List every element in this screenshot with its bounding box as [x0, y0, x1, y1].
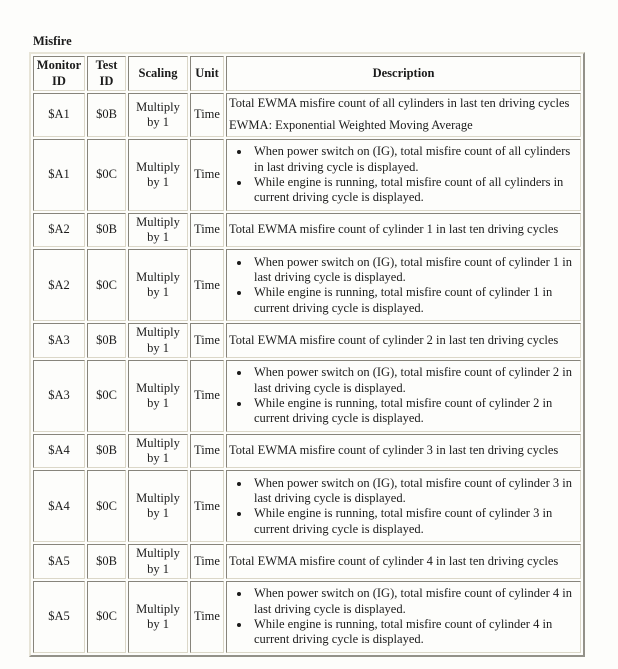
description-cell: [226, 139, 581, 211]
unit-cell: Time: [190, 470, 224, 542]
test-id-cell: $0B: [87, 93, 126, 137]
table-row: [33, 360, 581, 432]
table-body: [33, 93, 581, 653]
misfire-table: [29, 52, 585, 657]
test-id-cell: $0C: [87, 139, 126, 211]
description-cell: [226, 249, 581, 321]
description-bullet: • When power switch on (IG), total misfire count of cylinder 3 in last driving cycle is displayed.: [251, 476, 579, 507]
table-header: [33, 56, 581, 91]
description-cell: [226, 544, 581, 579]
unit-cell: Time: [190, 434, 224, 469]
monitor-id-cell: $A2: [33, 213, 85, 248]
description-bullet: • While engine is running, total misfire count of cylinder 1 in current driving cycle is displayed.: [251, 285, 579, 316]
description-cell: [226, 581, 581, 653]
column-header-unit: Unit: [190, 56, 224, 91]
description-cell: [226, 360, 581, 432]
unit-cell: Time: [190, 93, 224, 137]
description-cell: [226, 213, 581, 248]
column-header-test-id: Test ID: [87, 56, 126, 91]
table-row: [33, 470, 581, 542]
table-row: [33, 544, 581, 579]
scaling-cell: Multiply by 1: [128, 323, 188, 358]
description-cell: [226, 434, 581, 469]
description-cell: [226, 470, 581, 542]
test-id-cell: $0B: [87, 544, 126, 579]
table-row: [33, 434, 581, 469]
test-id-cell: $0B: [87, 323, 126, 358]
description-bullet-list: [229, 586, 579, 647]
scaling-cell: Multiply by 1: [128, 360, 188, 432]
description-bullet-list: [229, 365, 579, 426]
description-bullet: • While engine is running, total misfire count of cylinder 2 in current driving cycle is displayed.: [251, 396, 579, 427]
test-id-cell: $0C: [87, 249, 126, 321]
test-id-cell: $0C: [87, 360, 126, 432]
unit-cell: Time: [190, 581, 224, 653]
description-cell: [226, 323, 581, 358]
monitor-id-cell: $A3: [33, 360, 85, 432]
test-id-cell: $0C: [87, 470, 126, 542]
monitor-id-cell: $A5: [33, 544, 85, 579]
description-paragraph: Total EWMA misfire count of cylinder 4 in last ten driving cycles: [229, 553, 559, 568]
test-id-cell: $0B: [87, 213, 126, 248]
description-cell: [226, 93, 581, 137]
table-row: [33, 581, 581, 653]
description-bullet: • When power switch on (IG), total misfire count of cylinder 4 in last driving cycle is displayed.: [251, 586, 579, 617]
description-paragraph: Total EWMA misfire count of cylinder 1 in last ten driving cycles: [229, 222, 559, 237]
unit-cell: Time: [190, 544, 224, 579]
description-bullet-list: [229, 144, 579, 205]
scaling-cell: Multiply by 1: [128, 581, 188, 653]
table-header-row: [33, 56, 581, 91]
description-paragraph: Total EWMA misfire count of cylinder 2 in last ten driving cycles: [229, 332, 559, 347]
unit-cell: Time: [190, 249, 224, 321]
column-header-monitor-id: Monitor ID: [33, 56, 85, 91]
description-paragraph: EWMA: Exponential Weighted Moving Average: [229, 118, 473, 133]
description-bullet: • While engine is running, total misfire count of all cylinders in current driving cycle is displayed.: [251, 175, 579, 206]
unit-cell: Time: [190, 139, 224, 211]
scaling-cell: Multiply by 1: [128, 544, 188, 579]
scaling-cell: Multiply by 1: [128, 93, 188, 137]
scaling-cell: Multiply by 1: [128, 470, 188, 542]
column-header-description: Description: [226, 56, 581, 91]
unit-cell: Time: [190, 323, 224, 358]
table-row: [33, 323, 581, 358]
scaling-cell: Multiply by 1: [128, 139, 188, 211]
monitor-id-cell: $A5: [33, 581, 85, 653]
table-row: [33, 139, 581, 211]
test-id-cell: $0C: [87, 581, 126, 653]
description-bullet: • When power switch on (IG), total misfire count of cylinder 1 in last driving cycle is displayed.: [251, 255, 579, 286]
test-id-cell: $0B: [87, 434, 126, 469]
description-paragraph: Total EWMA misfire count of all cylinders in last ten driving cycles: [229, 96, 570, 110]
monitor-id-cell: $A4: [33, 434, 85, 469]
monitor-id-cell: $A3: [33, 323, 85, 358]
description-bullet-list: [229, 476, 579, 537]
unit-cell: Time: [190, 360, 224, 432]
description-paragraph: Total EWMA misfire count of cylinder 3 in last ten driving cycles: [229, 443, 559, 458]
description-bullet: • When power switch on (IG), total misfire count of cylinder 2 in last driving cycle is displayed.: [251, 365, 579, 396]
column-header-scaling: Scaling: [128, 56, 188, 91]
scaling-cell: Multiply by 1: [128, 434, 188, 469]
table-row: [33, 249, 581, 321]
monitor-id-cell: $A1: [33, 139, 85, 211]
monitor-id-cell: $A1: [33, 93, 85, 137]
monitor-id-cell: $A2: [33, 249, 85, 321]
table-row: [33, 93, 581, 137]
description-bullet-list: [229, 255, 579, 316]
table-row: [33, 213, 581, 248]
description-bullet: • When power switch on (IG), total misfire count of all cylinders in last driving cycle is displayed.: [251, 144, 579, 175]
section-title: Misfire: [33, 34, 72, 48]
unit-cell: Time: [190, 213, 224, 248]
description-bullet: • While engine is running, total misfire count of cylinder 4 in current driving cycle is displayed.: [251, 617, 579, 648]
scaling-cell: Multiply by 1: [128, 213, 188, 248]
scaling-cell: Multiply by 1: [128, 249, 188, 321]
description-bullet: • While engine is running, total misfire count of cylinder 3 in current driving cycle is displayed.: [251, 506, 579, 537]
monitor-id-cell: $A4: [33, 470, 85, 542]
